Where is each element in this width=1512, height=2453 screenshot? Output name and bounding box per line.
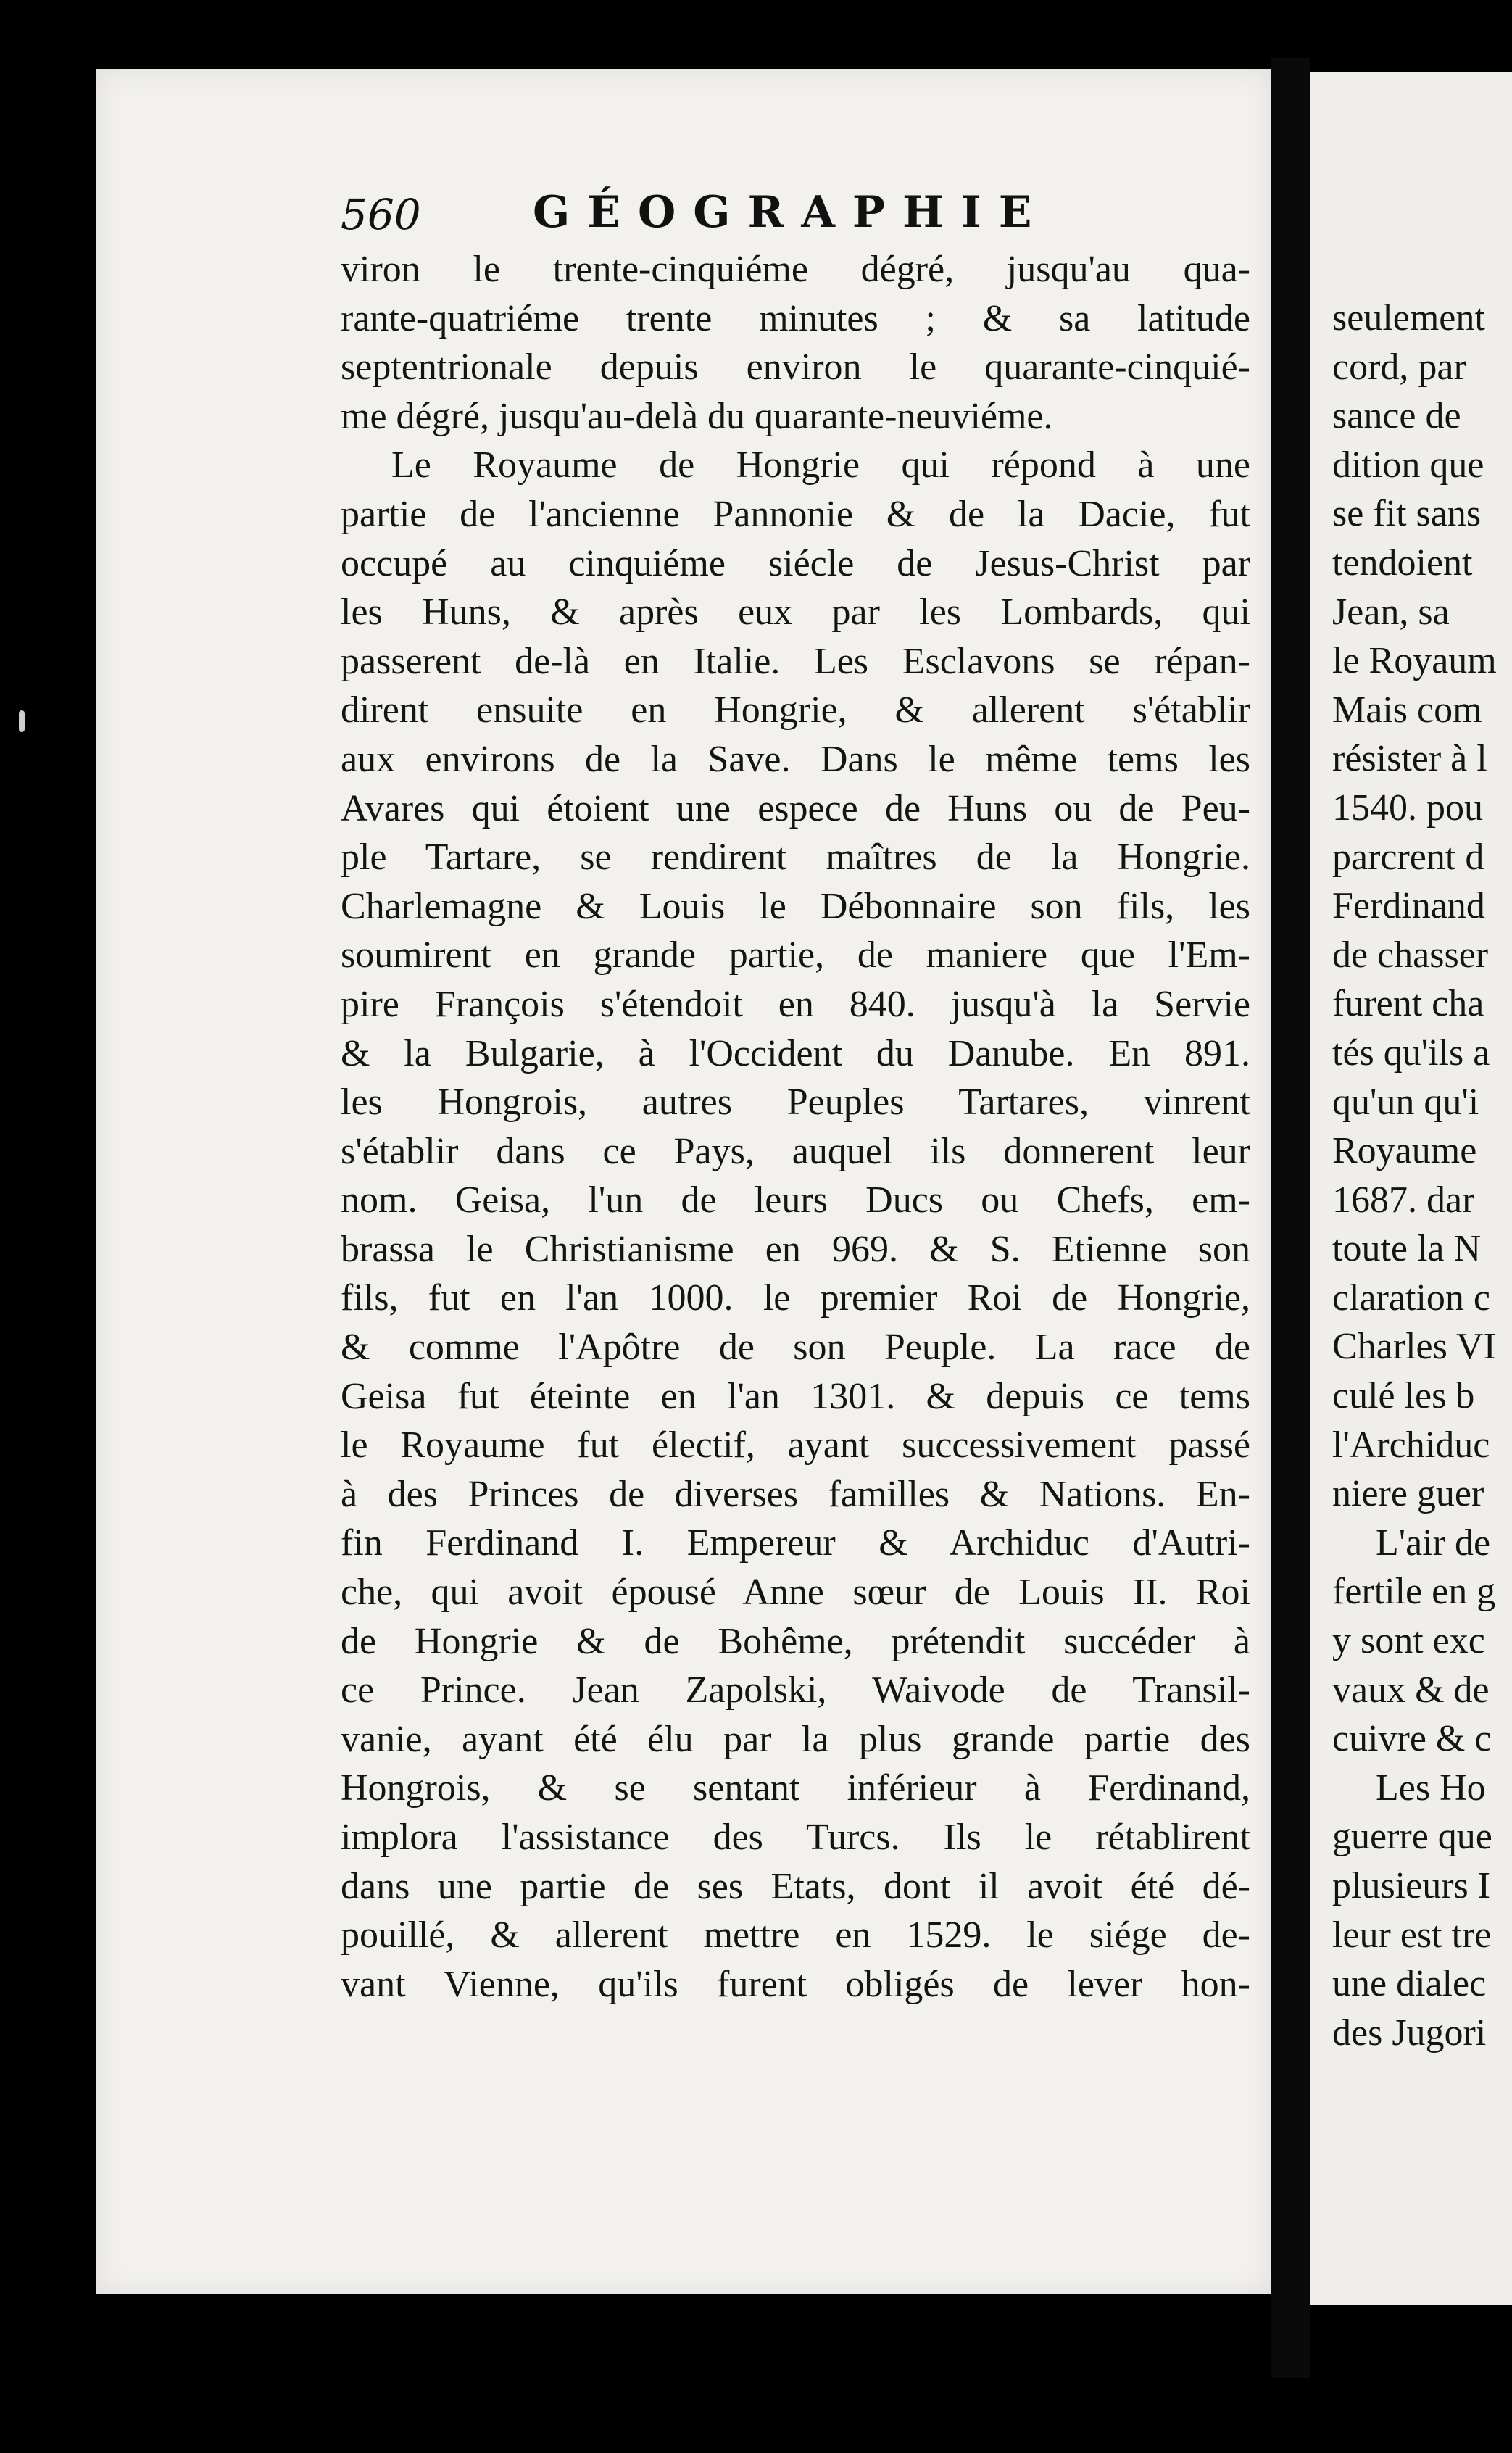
text-line: aux environs de la Save. Dans le même tems les: [341, 738, 1250, 780]
text-line: tés qu'ils a: [1332, 1032, 1490, 1074]
text-line: pouillé, & allerent mettre en 1529. le siége de-: [341, 1914, 1250, 1956]
text-line: implora l'assistance des Turcs. Ils le rétablirent: [341, 1817, 1250, 1858]
text-line: viron le trente-cinquiéme dégré, jusqu'au qua-: [341, 249, 1250, 290]
text-line: l'Archiduc: [1332, 1424, 1490, 1466]
text-line: des Jugori: [1332, 2012, 1487, 2054]
text-line: furent cha: [1332, 983, 1484, 1025]
text-line: sance de: [1332, 395, 1461, 437]
text-line: fils, fut en l'an 1000. le premier Roi de Hongrie,: [341, 1277, 1250, 1319]
text-line: L'air de: [1376, 1522, 1491, 1564]
text-line: soumirent en grande partie, de maniere que l'Em-: [341, 934, 1250, 976]
text-line: le Royaum: [1332, 640, 1497, 682]
text-line: à des Princes de diverses familles & Nations. En-: [341, 1473, 1250, 1515]
scan-artifact: [19, 710, 25, 732]
text-line: le Royaume fut électif, ayant successivement passé: [341, 1424, 1250, 1466]
text-line: Charles VI: [1332, 1326, 1496, 1368]
text-line: plusieurs I: [1332, 1865, 1491, 1906]
text-line: ce Prince. Jean Zapolski, Waivode de Transil-: [341, 1669, 1250, 1711]
text-line: septentrionale depuis environ le quarante-cinquié-: [341, 346, 1250, 389]
text-line: nom. Geisa, l'un de leurs Ducs ou Chefs, em-: [341, 1179, 1250, 1221]
text-line: toute la N: [1332, 1228, 1482, 1270]
text-line: Hongrois, & se sentant inférieur à Ferdinand,: [341, 1767, 1250, 1809]
text-line: résister à l: [1332, 738, 1487, 780]
text-line: tendoient: [1332, 541, 1473, 584]
text-line: pire François s'étendoit en 840. jusqu'à la Servie: [341, 983, 1250, 1025]
text-line: culé les b: [1332, 1375, 1475, 1417]
text-line: Geisa fut éteinte en l'an 1301. & depuis ce tems: [341, 1375, 1250, 1417]
page-number: 560: [341, 190, 421, 239]
text-line: ple Tartare, se rendirent maîtres de la Hongrie.: [341, 837, 1250, 879]
text-line: Mais com: [1332, 689, 1482, 731]
text-line: Le Royaume de Hongrie qui répond à une: [391, 444, 1250, 486]
text-line: occupé au cinquiéme siécle de Jesus-Christ par: [341, 542, 1250, 584]
text-line: parcrent d: [1332, 836, 1484, 878]
text-line: vant Vienne, qu'ils furent obligés de lever hon-: [341, 1963, 1250, 2005]
text-line: de chasser: [1332, 934, 1489, 976]
text-line: vaux & de: [1332, 1669, 1490, 1711]
text-line: rante-quatriéme trente minutes ; & sa latitude: [341, 297, 1250, 339]
text-line: Avares qui étoient une espece de Huns ou de Peu-: [341, 787, 1250, 829]
text-line: y sont exc: [1332, 1620, 1485, 1662]
text-line: fin Ferdinand I. Empereur & Archiduc d'Autri-: [341, 1522, 1250, 1564]
text-line: cuivre & c: [1332, 1718, 1492, 1760]
text-line: dition que: [1332, 444, 1484, 486]
text-line: guerre que: [1332, 1816, 1492, 1858]
text-line: leur est tre: [1332, 1914, 1492, 1956]
text-line: partie de l'ancienne Pannonie & de la Dacie, fut: [341, 493, 1250, 535]
text-line: seulement: [1332, 297, 1485, 339]
text-line: se fit sans: [1332, 493, 1482, 535]
running-head: GÉOGRAPHIE: [533, 187, 1050, 238]
text-line: Les Ho: [1376, 1767, 1486, 1809]
text-line: s'établir dans ce Pays, auquel ils donnerent leur: [341, 1130, 1250, 1172]
text-line: brassa le Christianisme en 969. & S. Etienne son: [341, 1228, 1250, 1270]
text-line: Jean, sa: [1332, 591, 1450, 633]
text-line: dirent ensuite en Hongrie, & allerent s'établir: [341, 689, 1250, 731]
text-line: de Hongrie & de Bohême, prétendit succéder à: [341, 1620, 1250, 1662]
text-line: me dégré, jusqu'au-delà du quarante-neuviéme.: [341, 395, 1053, 437]
text-line: 1687. dar: [1332, 1179, 1475, 1221]
text-line: & comme l'Apôtre de son Peuple. La race de: [341, 1327, 1250, 1369]
text-line: dans une partie de ses Etats, dont il avoit été dé-: [341, 1865, 1250, 1907]
right-page-text: [1332, 294, 1512, 2057]
text-line: Ferdinand: [1332, 885, 1485, 927]
text-line: Royaume: [1332, 1130, 1477, 1172]
text-line: 1540. pou: [1332, 786, 1483, 829]
book-gutter: [1271, 58, 1310, 2378]
text-line: Charlemagne & Louis le Débonnaire son fils, les: [341, 885, 1250, 927]
text-line: passerent de-là en Italie. Les Esclavons se répan-: [341, 640, 1250, 682]
text-line: che, qui avoit épousé Anne sœur de Louis II. Roi: [341, 1572, 1250, 1614]
text-line: claration c: [1332, 1277, 1490, 1319]
left-page-text: [341, 245, 1250, 2009]
text-line: niere guer: [1332, 1473, 1484, 1515]
text-line: fertile en g: [1332, 1571, 1496, 1613]
text-line: les Huns, & après eux par les Lombards, qui: [341, 592, 1250, 634]
text-line: vanie, ayant été élu par la plus grande partie des: [341, 1718, 1250, 1760]
text-line: qu'un qu'i: [1332, 1081, 1479, 1123]
text-line: les Hongrois, autres Peuples Tartares, vinrent: [341, 1082, 1250, 1124]
text-line: une dialec: [1332, 1963, 1487, 2005]
text-line: & la Bulgarie, à l'Occident du Danube. En 891.: [341, 1032, 1250, 1074]
text-line: cord, par: [1332, 346, 1466, 388]
